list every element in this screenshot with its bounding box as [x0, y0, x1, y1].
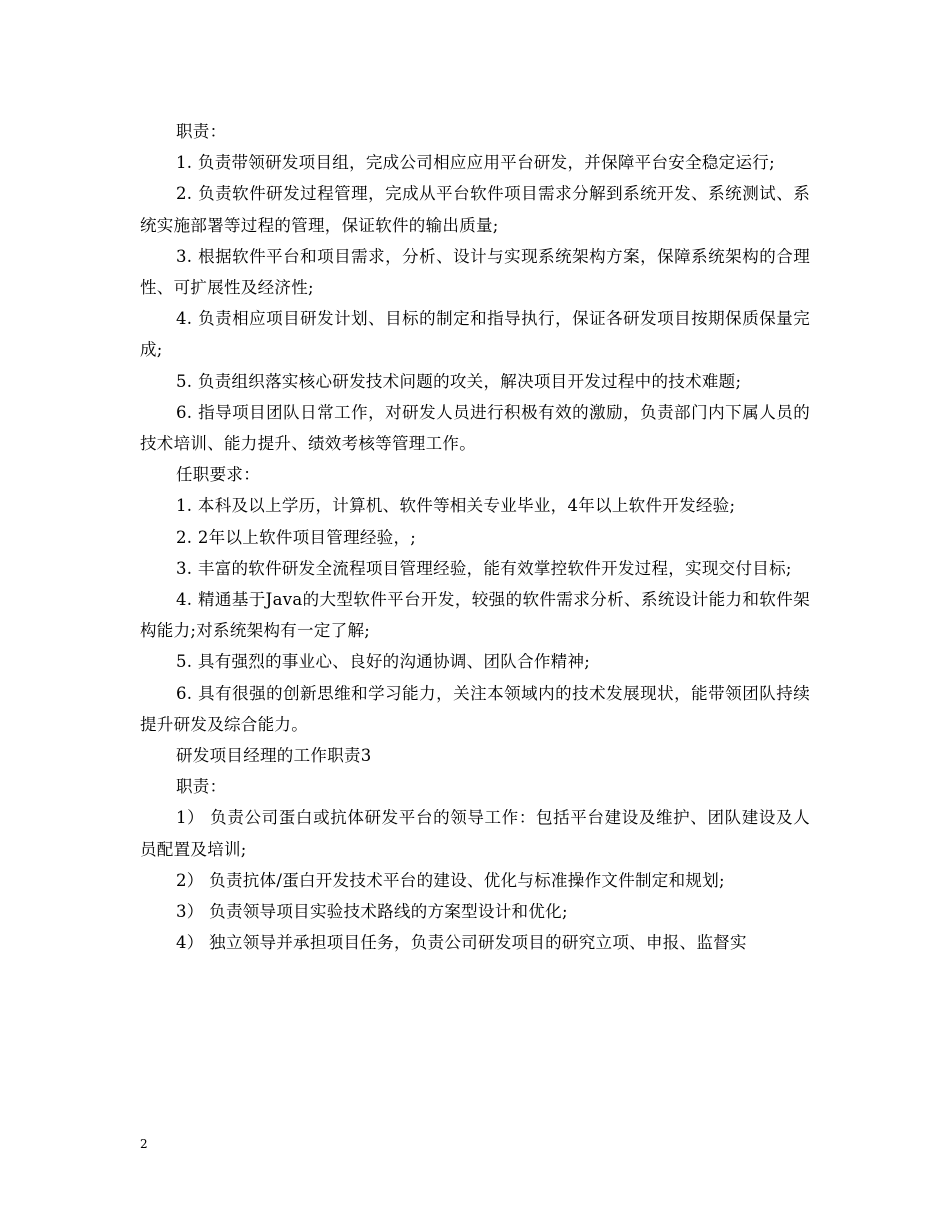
paragraph-duty-item-2: 2） 负责抗体/蛋白开发技术平台的建设、优化与标准操作文件制定和规划; [176, 870, 725, 890]
paragraph-duty-item-1: 1） 负责公司蛋白或抗体研发平台的领导工作：包括平台建设及维护、团队建设及人员配置及培训; [140, 808, 810, 859]
paragraph-duty-item-4: 4） 独立领导并承担项目任务，负责公司研发项目的研究立项、申报、监督实 [176, 933, 747, 953]
paragraph-requirement-5: 5. 具有强烈的事业心、良好的沟通协调、团队合作精神; [176, 652, 591, 672]
page-number: 2 [140, 1137, 148, 1151]
paragraph-duty-5: 5. 负责组织落实核心研发技术问题的攻关，解决项目开发过程中的技术难题; [176, 371, 742, 391]
document-body [140, 116, 810, 958]
paragraph-requirement-6: 6. 具有很强的创新思维和学习能力，关注本领域内的技术发展现状，能带领团队持续提升研发及综合能力。 [140, 683, 810, 734]
paragraph-duty-4: 4. 负责相应项目研发计划、目标的制定和指导执行，保证各研发项目按期保质保量完成; [140, 309, 810, 360]
paragraph-requirement-1: 1. 本科及以上学历，计算机、软件等相关专业毕业，4年以上软件开发经验; [176, 496, 736, 516]
paragraph-duties-heading-2: 职责： [176, 777, 227, 797]
paragraph-duties-heading: 职责： [176, 122, 227, 141]
paragraph-requirements-heading: 任职要求： [176, 465, 260, 485]
paragraph-duty-3: 3. 根据软件平台和项目需求，分析、设计与实现系统架构方案，保障系统架构的合理性、可扩展性及经济性; [140, 246, 810, 298]
paragraph-requirement-4: 4. 精通基于Java的大型软件平台开发，较强的软件需求分析、系统设计能力和软件架构能力;对系统架构有一定了解; [140, 590, 810, 641]
paragraph-requirement-2: 2. 2年以上软件项目管理经验，; [176, 527, 417, 547]
paragraph-duty-6: 6. 指导项目团队日常工作，对研发人员进行积极有效的激励，负责部门内下属人员的技术培训、能力提升、绩效考核等管理工作。 [140, 402, 810, 454]
paragraph-duty-1: 1. 负责带领研发项目组，完成公司相应应用平台研发，并保障平台安全稳定运行; [176, 153, 775, 173]
section-title: 研发项目经理的工作职责3 [176, 746, 372, 766]
paragraph-duty-2: 2. 负责软件研发过程管理，完成从平台软件项目需求分解到系统开发、系统测试、系统实施部署等过程的管理，保证软件的输出质量; [140, 184, 810, 235]
paragraph-duty-item-3: 3） 负责领导项目实验技术路线的方案型设计和优化; [176, 902, 568, 922]
paragraph-requirement-3: 3. 丰富的软件研发全流程项目管理经验，能有效掌控软件开发过程，实现交付目标; [176, 558, 792, 578]
